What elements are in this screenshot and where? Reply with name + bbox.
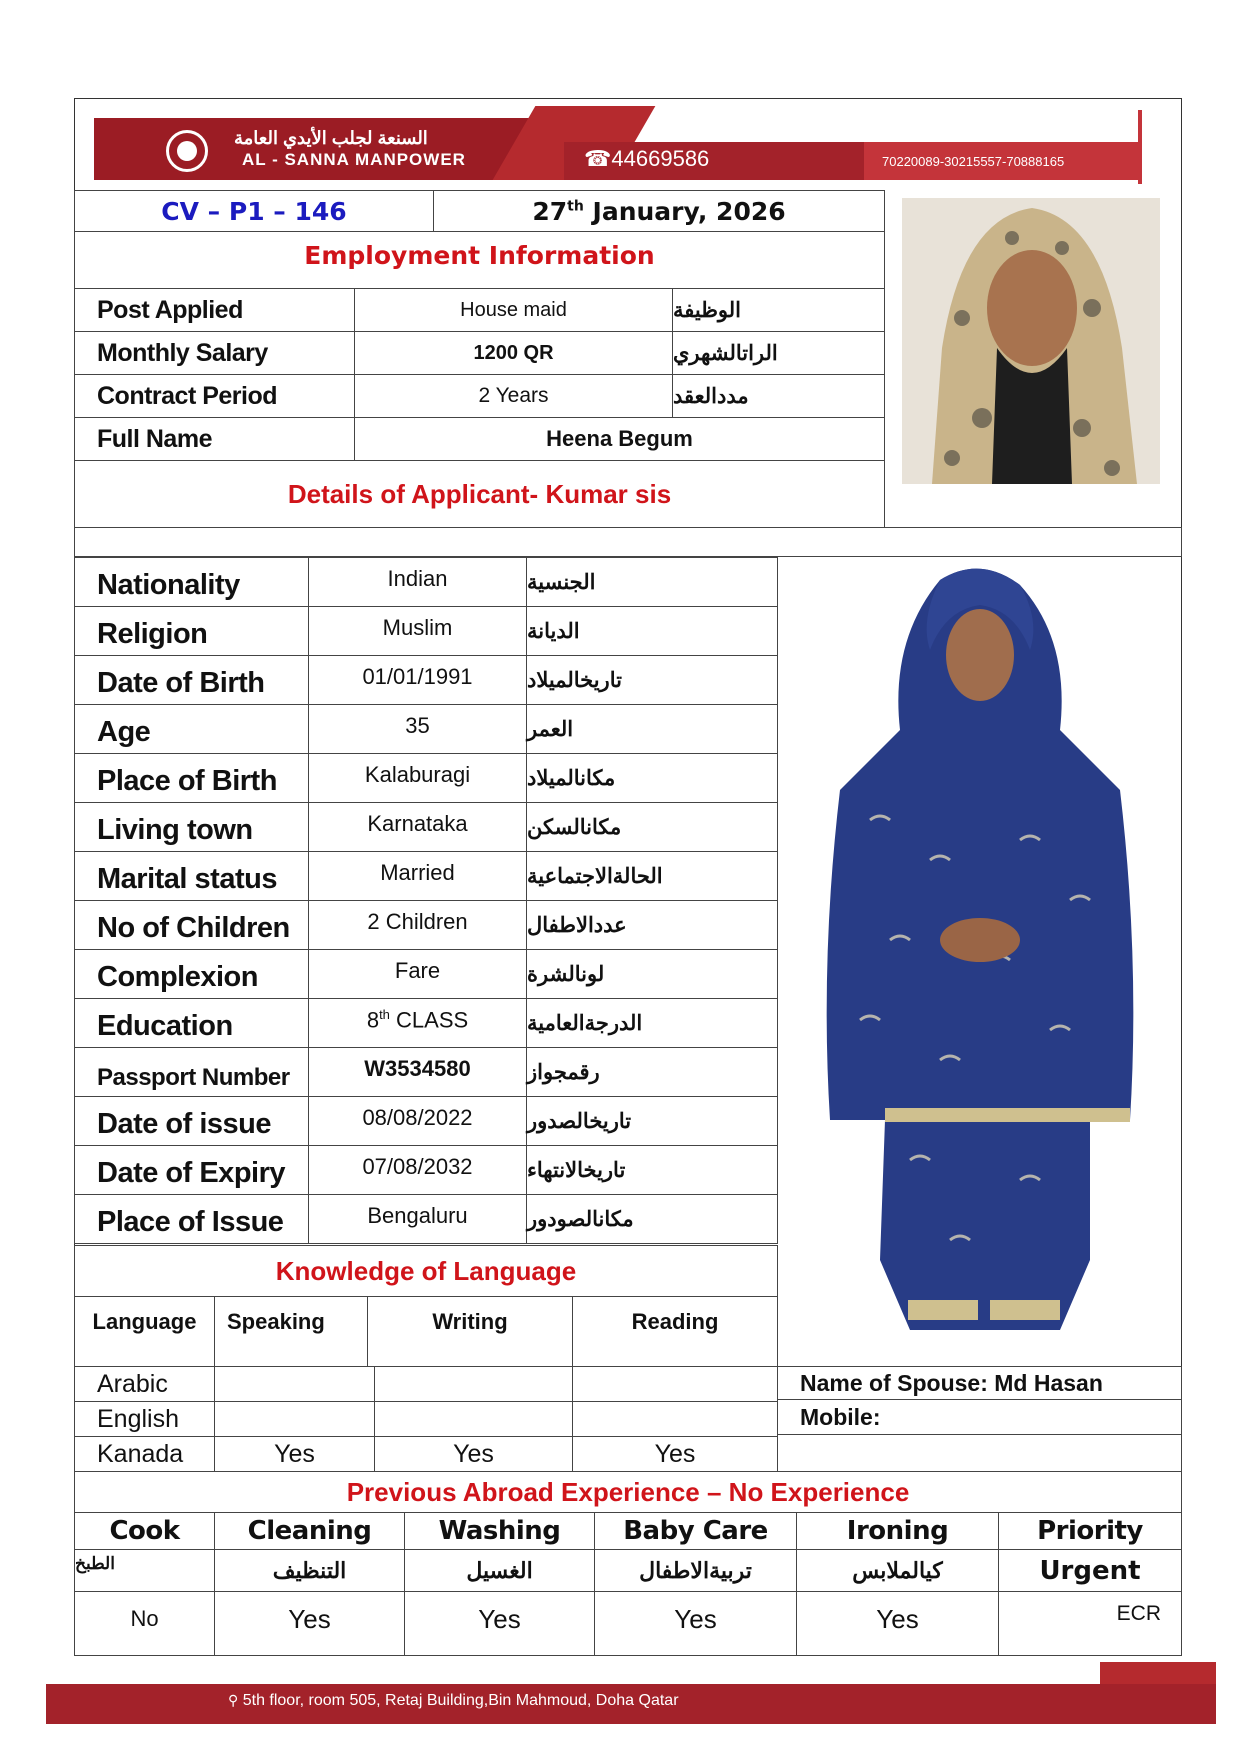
full-body-photo [790, 560, 1170, 1340]
detail-value-8: Fare [308, 949, 527, 999]
skill-en-0: Cook [74, 1512, 215, 1550]
language-cell-1-writing [374, 1401, 573, 1437]
language-heading-cell [74, 1245, 778, 1297]
detail-value-4: Kalaburagi [308, 753, 527, 803]
skill-ar-1: التنظيف [214, 1549, 405, 1592]
phone-number: ☎44669586 [584, 146, 710, 171]
employment-label-1: Monthly Salary [74, 331, 355, 375]
skill-ar-2: الغسيل [404, 1549, 595, 1592]
detail-value-9 [308, 998, 527, 1048]
employment-heading-cell [74, 231, 885, 289]
detail-label-0: Nationality [74, 557, 309, 607]
cv-date: 27th January, 2026 [532, 196, 786, 226]
detail-ar-11: تاريخالصدور [526, 1096, 778, 1146]
language-cell-2-speaking: Yes [214, 1436, 375, 1472]
priority-note: ECR [998, 1591, 1182, 1656]
experience-heading-cell [74, 1471, 1182, 1513]
language-cell-2-reading: Yes [572, 1436, 778, 1472]
language-header-1: Speaking [214, 1296, 368, 1367]
detail-label-6: Marital status [74, 851, 309, 901]
footer-address: ⚲ 5th floor, room 505, Retaj Building,Bin Mahmoud, Doha Qatar [228, 1692, 679, 1709]
detail-label-11: Date of issue [74, 1096, 309, 1146]
date-cell [433, 190, 885, 232]
employment-value-0: House maid [354, 288, 673, 332]
detail-ar-1: الديانة [526, 606, 778, 656]
details-heading: Details of Applicant- Kumar sis [287, 478, 672, 509]
language-cell-0-name: Arabic [74, 1366, 215, 1402]
skill-value-0: No [74, 1591, 215, 1656]
language-cell-2-name: Kanada [74, 1436, 215, 1472]
language-heading: Knowledge of Language [275, 1255, 577, 1286]
language-cell-1-reading [572, 1401, 778, 1437]
spouse-cell [777, 1366, 1182, 1400]
skill-ar-0: الطبخ [74, 1549, 215, 1592]
detail-label-5: Living town [74, 802, 309, 852]
detail-label-8: Complexion [74, 949, 309, 999]
spouse-name: Name of Spouse: Md Hasan [800, 1369, 1103, 1396]
detail-ar-10: رقمجواز [526, 1047, 778, 1097]
language-cell-1-speaking [214, 1401, 375, 1437]
detail-value-7: 2 Children [308, 900, 527, 950]
detail-ar-7: عددالاطفال [526, 900, 778, 950]
language-header-0: Language [74, 1296, 215, 1367]
detail-label-2: Date of Birth [74, 655, 309, 705]
detail-ar-4: مكانالميلاد [526, 753, 778, 803]
spouse-blank-cell [777, 1434, 1182, 1472]
detail-label-1: Religion [74, 606, 309, 656]
language-cell-2-writing: Yes [374, 1436, 573, 1472]
detail-ar-5: مكانالسكن [526, 802, 778, 852]
spacer-row [74, 527, 1182, 557]
detail-value-1: Muslim [308, 606, 527, 656]
employment-label-2: Contract Period [74, 374, 355, 418]
skill-en-3: Baby Care [594, 1512, 797, 1550]
detail-label-13: Place of Issue [74, 1194, 309, 1244]
experience-heading: Previous Abroad Experience – No Experience [346, 1476, 910, 1507]
skill-en-2: Washing [404, 1512, 595, 1550]
detail-value-13: Bengaluru [308, 1194, 527, 1244]
detail-label-7: No of Children [74, 900, 309, 950]
detail-ar-2: تاريخالميلاد [526, 655, 778, 705]
detail-label-12: Date of Expiry [74, 1145, 309, 1195]
employment-label-0: Post Applied [74, 288, 355, 332]
mobile-numbers: 70220089-30215557-70888165 [882, 154, 1065, 169]
detail-ar-9: الدرجةالعامية [526, 998, 778, 1048]
detail-label-3: Age [74, 704, 309, 754]
detail-value-11: 08/08/2022 [308, 1096, 527, 1146]
language-cell-0-speaking [214, 1366, 375, 1402]
detail-ar-3: العمر [526, 704, 778, 754]
detail-value-6: Married [308, 851, 527, 901]
language-header-3: Reading [572, 1296, 778, 1367]
location-pin-icon: ⚲ [228, 1692, 239, 1708]
full-name: Heena Begum [546, 426, 693, 451]
employment-ar-1: الراتالشهري [672, 331, 885, 375]
skill-value-1: Yes [214, 1591, 405, 1656]
detail-ar-12: تاريخالانتهاء [526, 1145, 778, 1195]
employment-value-2: 2 Years [354, 374, 673, 418]
detail-label-4: Place of Birth [74, 753, 309, 803]
detail-label-9: Education [74, 998, 309, 1048]
detail-value-0: Indian [308, 557, 527, 607]
profile-photo [902, 198, 1160, 484]
detail-ar-6: الحالةالاجتماعية [526, 851, 778, 901]
priority-label: Priority [998, 1512, 1182, 1550]
full-name-value-cell [354, 417, 885, 461]
detail-value-10: W3534580 [308, 1047, 527, 1097]
details-heading-cell [74, 460, 885, 528]
detail-ar-13: مكانالصودور [526, 1194, 778, 1244]
skill-value-3: Yes [594, 1591, 797, 1656]
employment-ar-2: مددالعقد [672, 374, 885, 418]
detail-value-5: Karnataka [308, 802, 527, 852]
full-name-label-cell: Full Name [74, 417, 355, 461]
language-header-2: Writing [367, 1296, 573, 1367]
mobile-cell [777, 1399, 1182, 1435]
employment-ar-0: الوظيفة [672, 288, 885, 332]
skill-ar-4: كيالملابس [796, 1549, 999, 1592]
cv-code: CV – P1 – 146 [161, 196, 347, 226]
detail-value-12: 07/08/2032 [308, 1145, 527, 1195]
skill-value-2: Yes [404, 1591, 595, 1656]
brand-english: AL - SANNA MANPOWER [242, 150, 466, 169]
employment-value-1: 1200 QR [354, 331, 673, 375]
detail-ar-8: لونالشرة [526, 949, 778, 999]
spouse-mobile: Mobile: [800, 1403, 881, 1430]
skill-value-4: Yes [796, 1591, 999, 1656]
skill-ar-3: تربيةالاطفال [594, 1549, 797, 1592]
education-value: 8th CLASS [366, 1007, 469, 1033]
detail-value-3: 35 [308, 704, 527, 754]
employment-heading: Employment Information [304, 240, 655, 270]
detail-ar-0: الجنسية [526, 557, 778, 607]
language-cell-1-name: English [74, 1401, 215, 1437]
brand-arabic: السنعة لجلب الأيدي العامة [234, 128, 428, 148]
language-cell-0-writing [374, 1366, 573, 1402]
priority-value: Urgent [998, 1549, 1182, 1592]
cv-code-cell [74, 190, 434, 232]
detail-label-10: Passport Number [74, 1047, 309, 1097]
detail-value-2: 01/01/1991 [308, 655, 527, 705]
skill-en-4: Ironing [796, 1512, 999, 1550]
language-cell-0-reading [572, 1366, 778, 1402]
skill-en-1: Cleaning [214, 1512, 405, 1550]
